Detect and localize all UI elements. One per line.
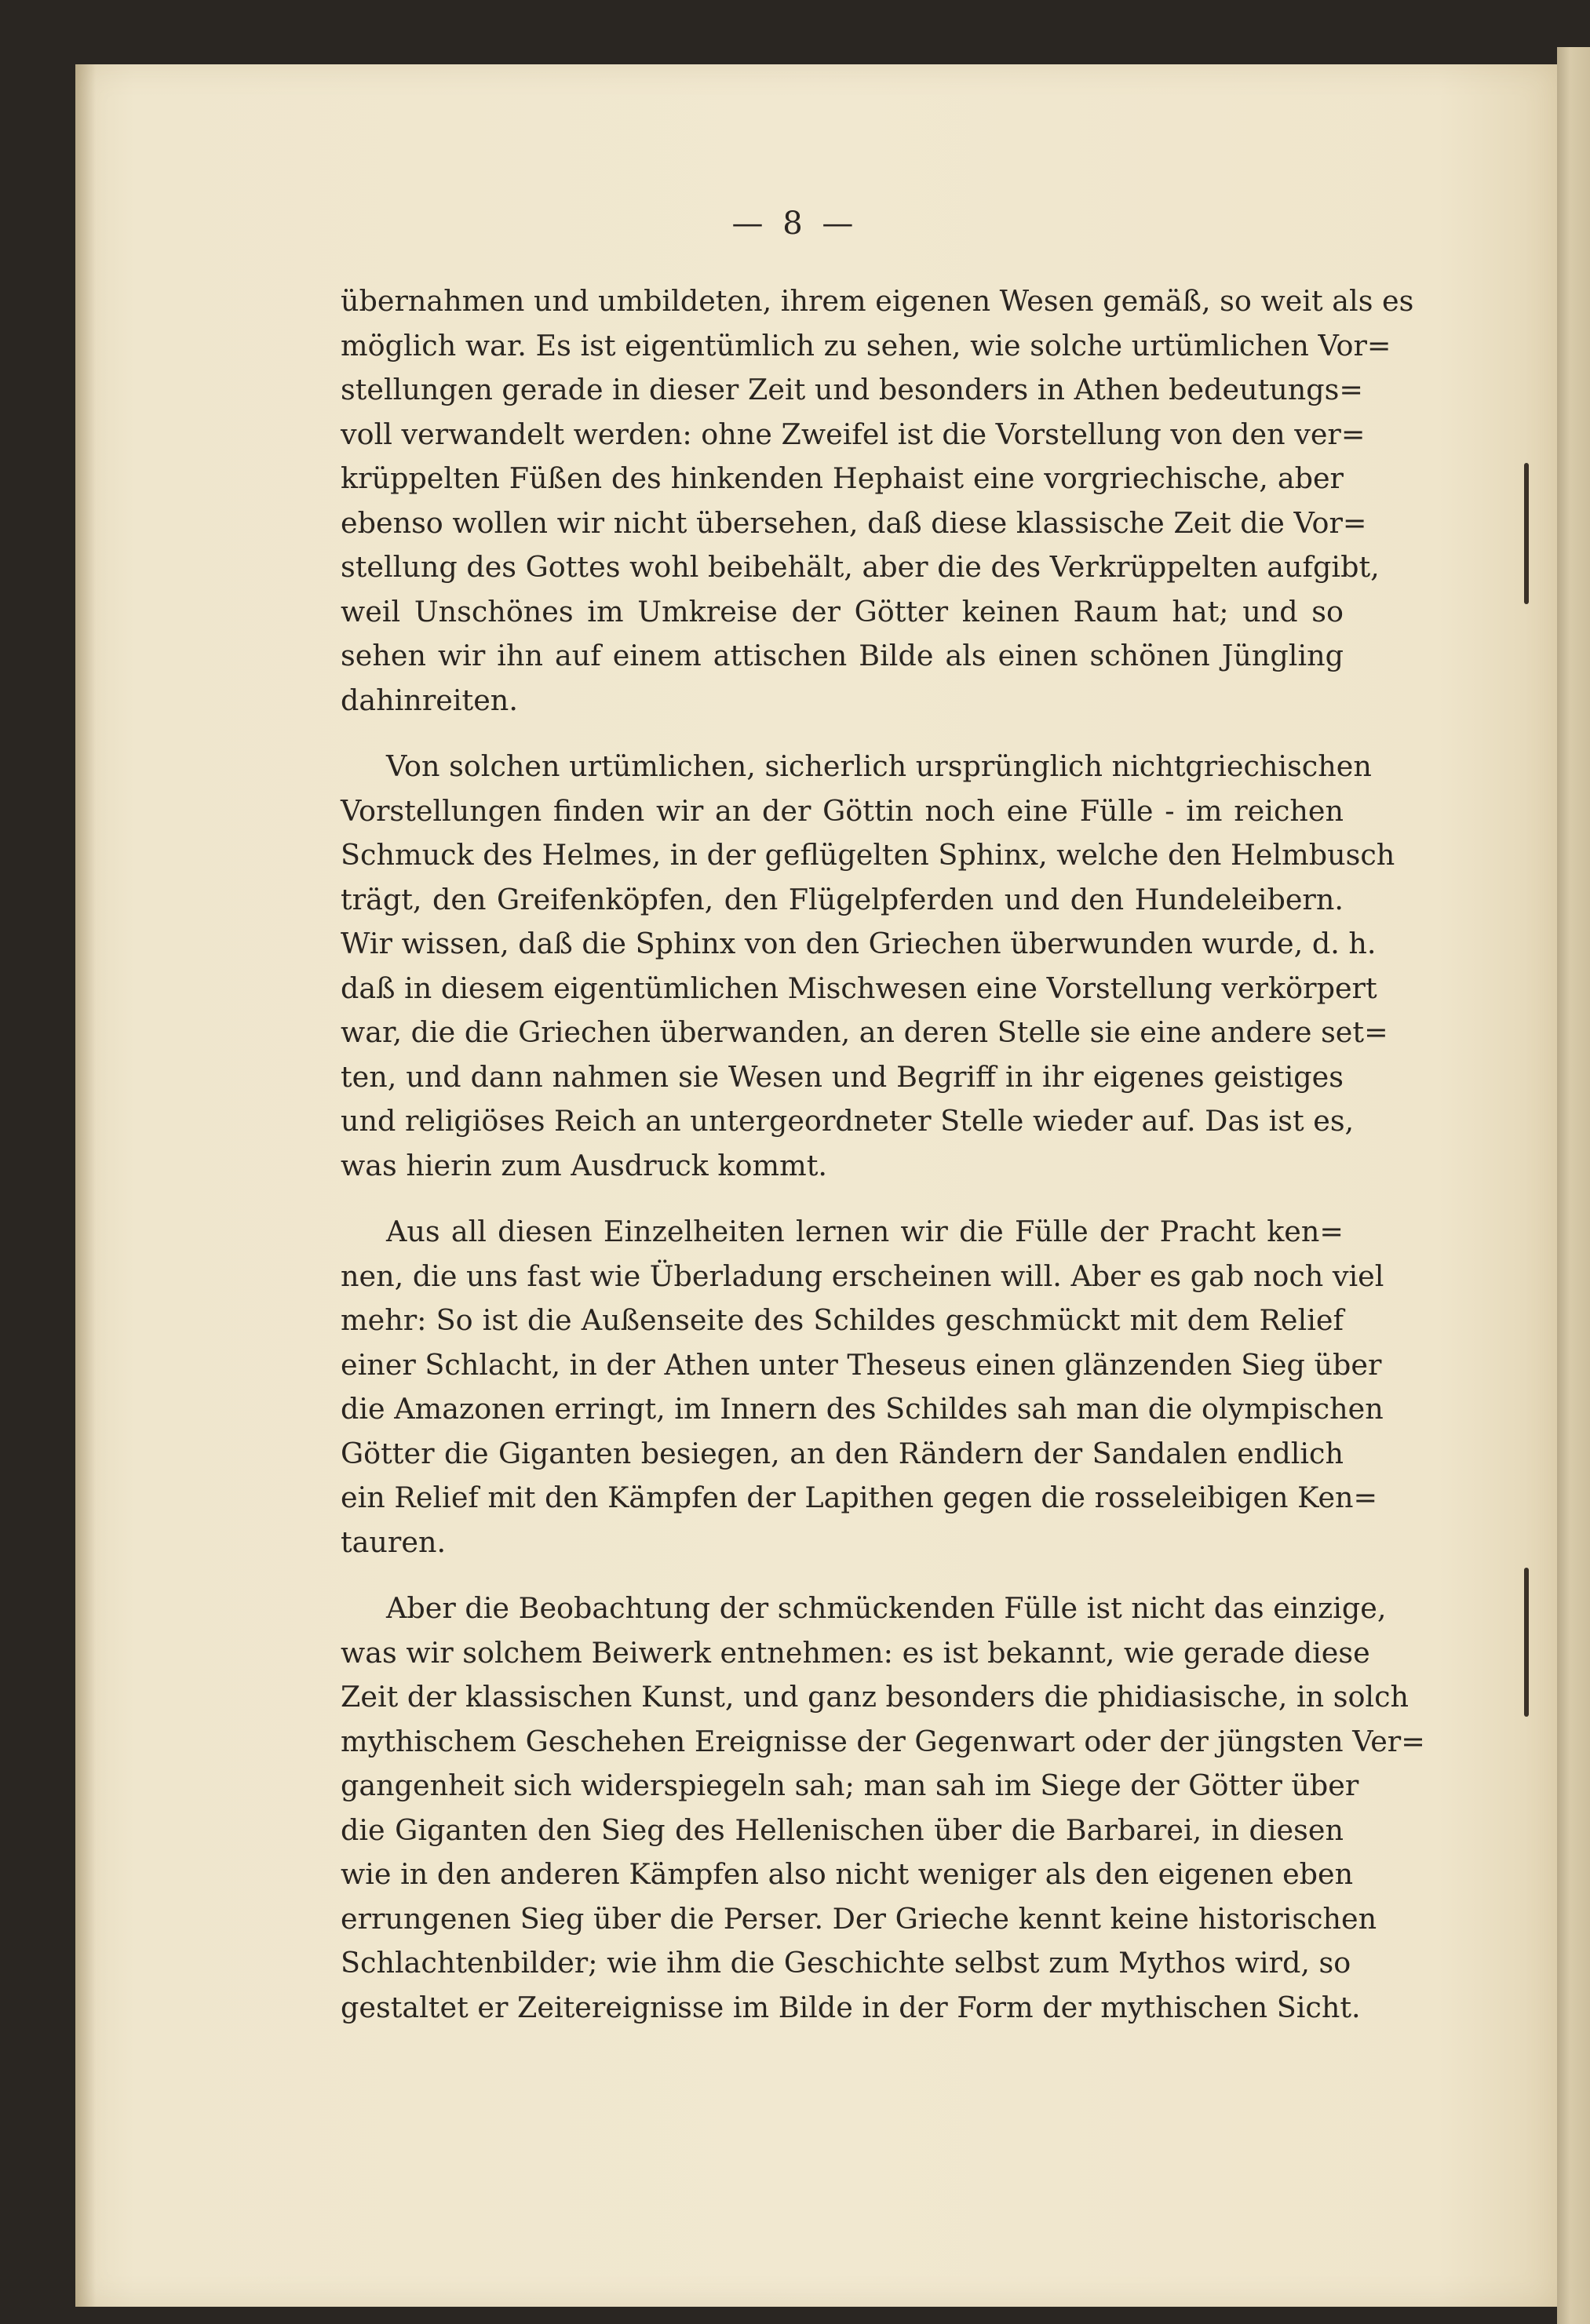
text-line: die Giganten den Sieg des Hellenischen über die Barbarei, in diesen	[341, 1812, 1344, 1847]
text-line: stellung des Gottes wohl beibehält, aber die des Verkrüppelten aufgibt,	[341, 550, 1380, 584]
text-line: Götter die Giganten besiegen, an den Rändern der Sandalen endlich	[341, 1436, 1344, 1470]
text-line: gestaltet er Zeitereignisse im Bilde in der Form der mythischen Sicht.	[341, 1990, 1361, 2024]
text-line: wie in den anderen Kämpfen also nicht weniger als den eigenen eben	[341, 1857, 1354, 1891]
text-line: voll verwandelt werden: ohne Zweifel ist die Vorstellung von den ver=	[341, 417, 1366, 451]
text-line: Wir wissen, daß die Sphinx von den Griechen überwunden wurde, d. h.	[341, 927, 1377, 960]
text-line: ten, und dann nahmen sie Wesen und Begriff in ihr eigenes geistiges	[341, 1059, 1344, 1094]
adjacent-page-edge	[1557, 47, 1590, 2324]
body-text	[341, 279, 1425, 2052]
text-line: ebenso wollen wir nicht übersehen, daß diese klassische Zeit die Vor=	[341, 505, 1367, 540]
text-line: was wir solchem Beiwerk entnehmen: es ist bekannt, wie gerade diese	[341, 1635, 1370, 1670]
text-line: und religiöses Reich an untergeordneter Stelle wieder auf. Das ist es,	[341, 1104, 1355, 1138]
text-line: Vorstellungen finden wir an der Göttin noch eine Fülle - im reichen	[341, 793, 1344, 828]
text-line: weil Unschönes im Umkreise der Götter keinen Raum hat; und so	[341, 594, 1344, 628]
text-line: die Amazonen erringt, im Innern des Schildes sah man die olympischen	[341, 1392, 1384, 1426]
text-line: daß in diesem eigentümlichen Mischwesen eine Vorstellung verkörpert	[341, 971, 1377, 1005]
text-line: errungenen Sieg über die Perser. Der Grieche kennt keine historischen	[341, 1901, 1377, 1936]
paragraph	[341, 745, 1395, 1188]
paragraph	[341, 279, 1414, 723]
text-line: Schlachtenbilder; wie ihm die Geschichte selbst zum Mythos wird, so	[341, 1946, 1351, 1980]
text-line: gangenheit sich widerspiegeln sah; man sah im Siege der Götter über	[341, 1768, 1359, 1802]
text-line: tauren.	[341, 1524, 447, 1559]
text-line: dahinreiten.	[341, 683, 518, 717]
paragraph	[341, 1210, 1384, 1565]
text-line: war, die die Griechen überwanden, an deren Stelle sie eine andere set=	[341, 1015, 1388, 1049]
page-number: — 8 —	[731, 206, 859, 242]
text-line: Aber die Beobachtung der schmückenden Fülle ist nicht das einzige,	[386, 1591, 1387, 1625]
text-line: ein Relief mit den Kämpfen der Lapithen gegen die rosseleibigen Ken=	[341, 1481, 1378, 1514]
text-line: mehr: So ist die Außenseite des Schildes geschmückt mit dem Relief	[341, 1303, 1344, 1337]
text-line: einer Schlacht, in der Athen unter Theseus einen glänzenden Sieg über	[341, 1347, 1382, 1382]
text-line: was hierin zum Ausdruck kommt.	[341, 1148, 827, 1182]
text-line: sehen wir ihn auf einem attischen Bilde als einen schönen Jüngling	[341, 639, 1344, 672]
text-line: trägt, den Greifenköpfen, den Flügelpferden und den Hundeleibern.	[341, 882, 1344, 916]
text-line: mythischem Geschehen Ereignisse der Gegenwart oder der jüngsten Ver=	[341, 1724, 1425, 1758]
text-line: nen, die uns fast wie Überladung erscheinen will. Aber es gab noch viel	[341, 1259, 1384, 1293]
text-line: übernahmen und umbildeten, ihrem eigenen Wesen gemäß, so weit als es	[341, 284, 1414, 318]
text-line: Zeit der klassischen Kunst, und ganz besonders die phidiasische, in solch	[341, 1680, 1409, 1714]
binding-mark	[1524, 1568, 1529, 1717]
spine-shadow	[75, 64, 96, 2307]
text-line: Von solchen urtümlichen, sicherlich ursprünglich nichtgriechischen	[386, 749, 1372, 783]
text-line: stellungen gerade in dieser Zeit und besonders in Athen bedeutungs=	[341, 373, 1363, 406]
text-line: Aus all diesen Einzelheiten lernen wir die Fülle der Pracht ken=	[386, 1215, 1344, 1248]
binding-mark	[1524, 463, 1529, 604]
text-line: Schmuck des Helmes, in der geflügelten Sphinx, welche den Helmbusch	[341, 838, 1395, 872]
text-line: möglich war. Es ist eigentümlich zu sehen, wie solche urtümlichen Vor=	[341, 328, 1391, 362]
text-line: krüppelten Füßen des hinkenden Hephaist eine vorgriechische, aber	[341, 461, 1344, 495]
paragraph	[341, 1586, 1425, 2030]
